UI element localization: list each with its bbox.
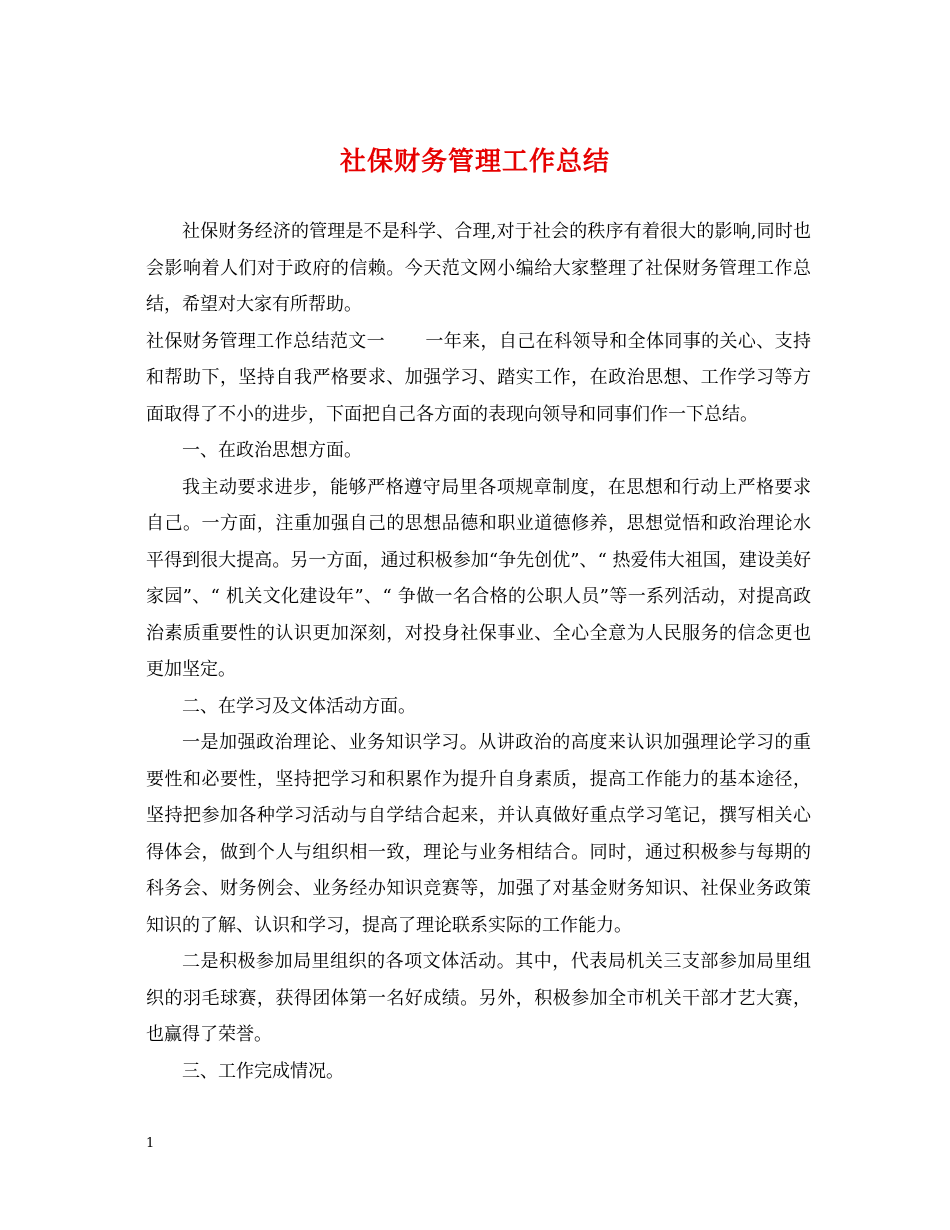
document-body — [146, 214, 811, 1090]
activities-paragraph: 二是积极参加局里组织的各项文体活动。其中，代表局机关三支部参加局里组织的羽毛球赛，获得团体第一名好成绩。另外，积极参加全市机关干部才艺大赛，也赢得了荣誉。 — [146, 951, 811, 1045]
section-heading-study: 二、在学习及文体活动方面。 — [182, 695, 416, 717]
section-heading-work: 三、工作完成情况。 — [182, 1060, 344, 1082]
politics-paragraph: 我主动要求进步，能够严格遵守局里各项规章制度，在思想和行动上严格要求自己。一方面，注重加强自己的思想品德和职业道德修养，思想觉悟和政治理论水平得到很大提高。另一方面，通过积极参加“争先创优”、“ 热爱伟大祖国，建设美好家园”、“ 机关文化建设年”、“ 争做一名合格的公职人员”等一系列活动，对提高政治素质重要性的认识更加深刻，对投身社保事业、全心全意为人民服务的信念更也更加坚定。 — [146, 476, 811, 680]
intro-paragraph: 社保财务经济的管理是不是科学、合理,对于社会的秩序有着很大的影响,同时也会影响着人们对于政府的信赖。今天范文网小编给大家整理了社保财务管理工作总结，希望对大家有所帮助。 — [146, 221, 811, 315]
sample-intro-text: 一年来，自己在科领导和全体同事的关心、支持和帮助下，坚持自我严格要求、加强学习、踏实工作，在政治思想、工作学习等方面取得了不小的进步，下面把自己各方面的表现向领导和同事们作一下总结。 — [146, 330, 812, 425]
sample-heading: 社保财务管理工作总结范文一 — [146, 330, 385, 352]
page-number: 1 — [146, 1136, 155, 1151]
document-title: 社保财务管理工作总结 — [339, 147, 610, 177]
sample-paragraph — [146, 324, 811, 434]
section-heading-politics: 一、在政治思想方面。 — [182, 440, 362, 461]
study-paragraph: 一是加强政治理论、业务知识学习。从讲政治的高度来认识加强理论学习的重要性和必要性，坚持把学习和积累作为提升自身素质，提高工作能力的基本途径，坚持把参加各种学习活动与自学结合起来，并认真做好重点学习笔记，撰写相关心得体会，做到个人与组织相一致，理论与业务相结合。同时，通过积极参与每期的科务会、财务例会、业务经办知识竞赛等，加强了对基金财务知识、社保业务政策知识的了解、认识和学习，提高了理论联系实际的工作能力。 — [146, 732, 811, 936]
